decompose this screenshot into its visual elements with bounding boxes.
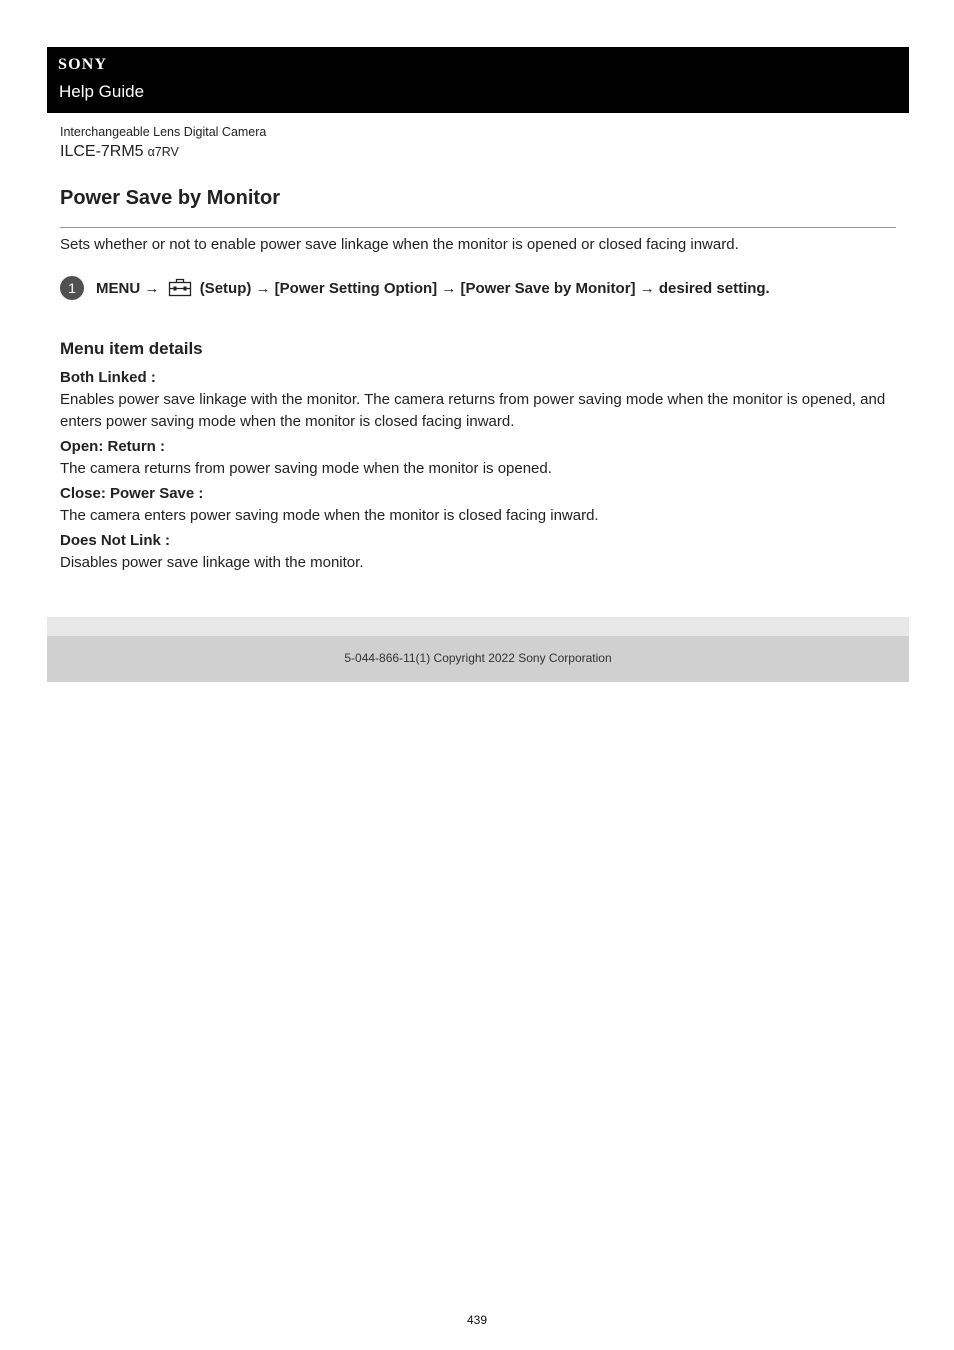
step-menu-prefix: MENU → bbox=[96, 280, 160, 297]
step-instruction bbox=[96, 277, 770, 297]
footer-top-band bbox=[47, 617, 909, 636]
title-divider bbox=[60, 227, 896, 228]
step-1 bbox=[60, 275, 896, 301]
page-title: Power Save by Monitor bbox=[60, 187, 281, 209]
item-term-open-return: Open: Return : bbox=[60, 438, 165, 455]
item-desc-close-power-save: The camera enters power saving mode when the monitor is closed facing inward. bbox=[60, 507, 599, 524]
page-header bbox=[47, 47, 909, 113]
page-footer bbox=[47, 636, 909, 682]
product-type: Interchangeable Lens Digital Camera bbox=[60, 125, 267, 139]
item-term-both-linked: Both Linked : bbox=[60, 369, 156, 386]
sony-logo: SONY bbox=[58, 56, 108, 73]
item-desc-open-return: The camera returns from power saving mode when the monitor is opened. bbox=[60, 460, 552, 477]
copyright-text: 5-044-866-11(1) Copyright 2022 Sony Corporation bbox=[344, 651, 612, 665]
item-desc-both-linked: Enables power save linkage with the monitor. The camera returns from power saving mode when the monitor is opened, and enters power saving mode when the monitor is closed facing inward. bbox=[60, 391, 886, 430]
menu-item-details-heading: Menu item details bbox=[60, 339, 203, 358]
intro-text: Sets whether or not to enable power save linkage when the monitor is opened or closed facing inward. bbox=[60, 236, 739, 253]
item-term-close-power-save: Close: Power Save : bbox=[60, 485, 204, 502]
item-desc-does-not-link: Disables power save linkage with the monitor. bbox=[60, 554, 364, 571]
help-guide-title: Help Guide bbox=[59, 82, 145, 101]
setup-toolbox-icon bbox=[168, 277, 192, 297]
item-term-does-not-link: Does Not Link : bbox=[60, 532, 171, 549]
menu-item-details-list bbox=[60, 367, 902, 577]
model-alias: α7RV bbox=[147, 145, 179, 159]
product-model bbox=[60, 143, 179, 161]
step-number-badge: 1 bbox=[60, 276, 84, 300]
model-number: ILCE-7RM5 bbox=[60, 143, 144, 160]
step-menu-path: (Setup) → [Power Setting Option] → [Power Save by Monitor] → desired setting. bbox=[199, 280, 770, 297]
page-number: 439 bbox=[466, 1313, 488, 1327]
